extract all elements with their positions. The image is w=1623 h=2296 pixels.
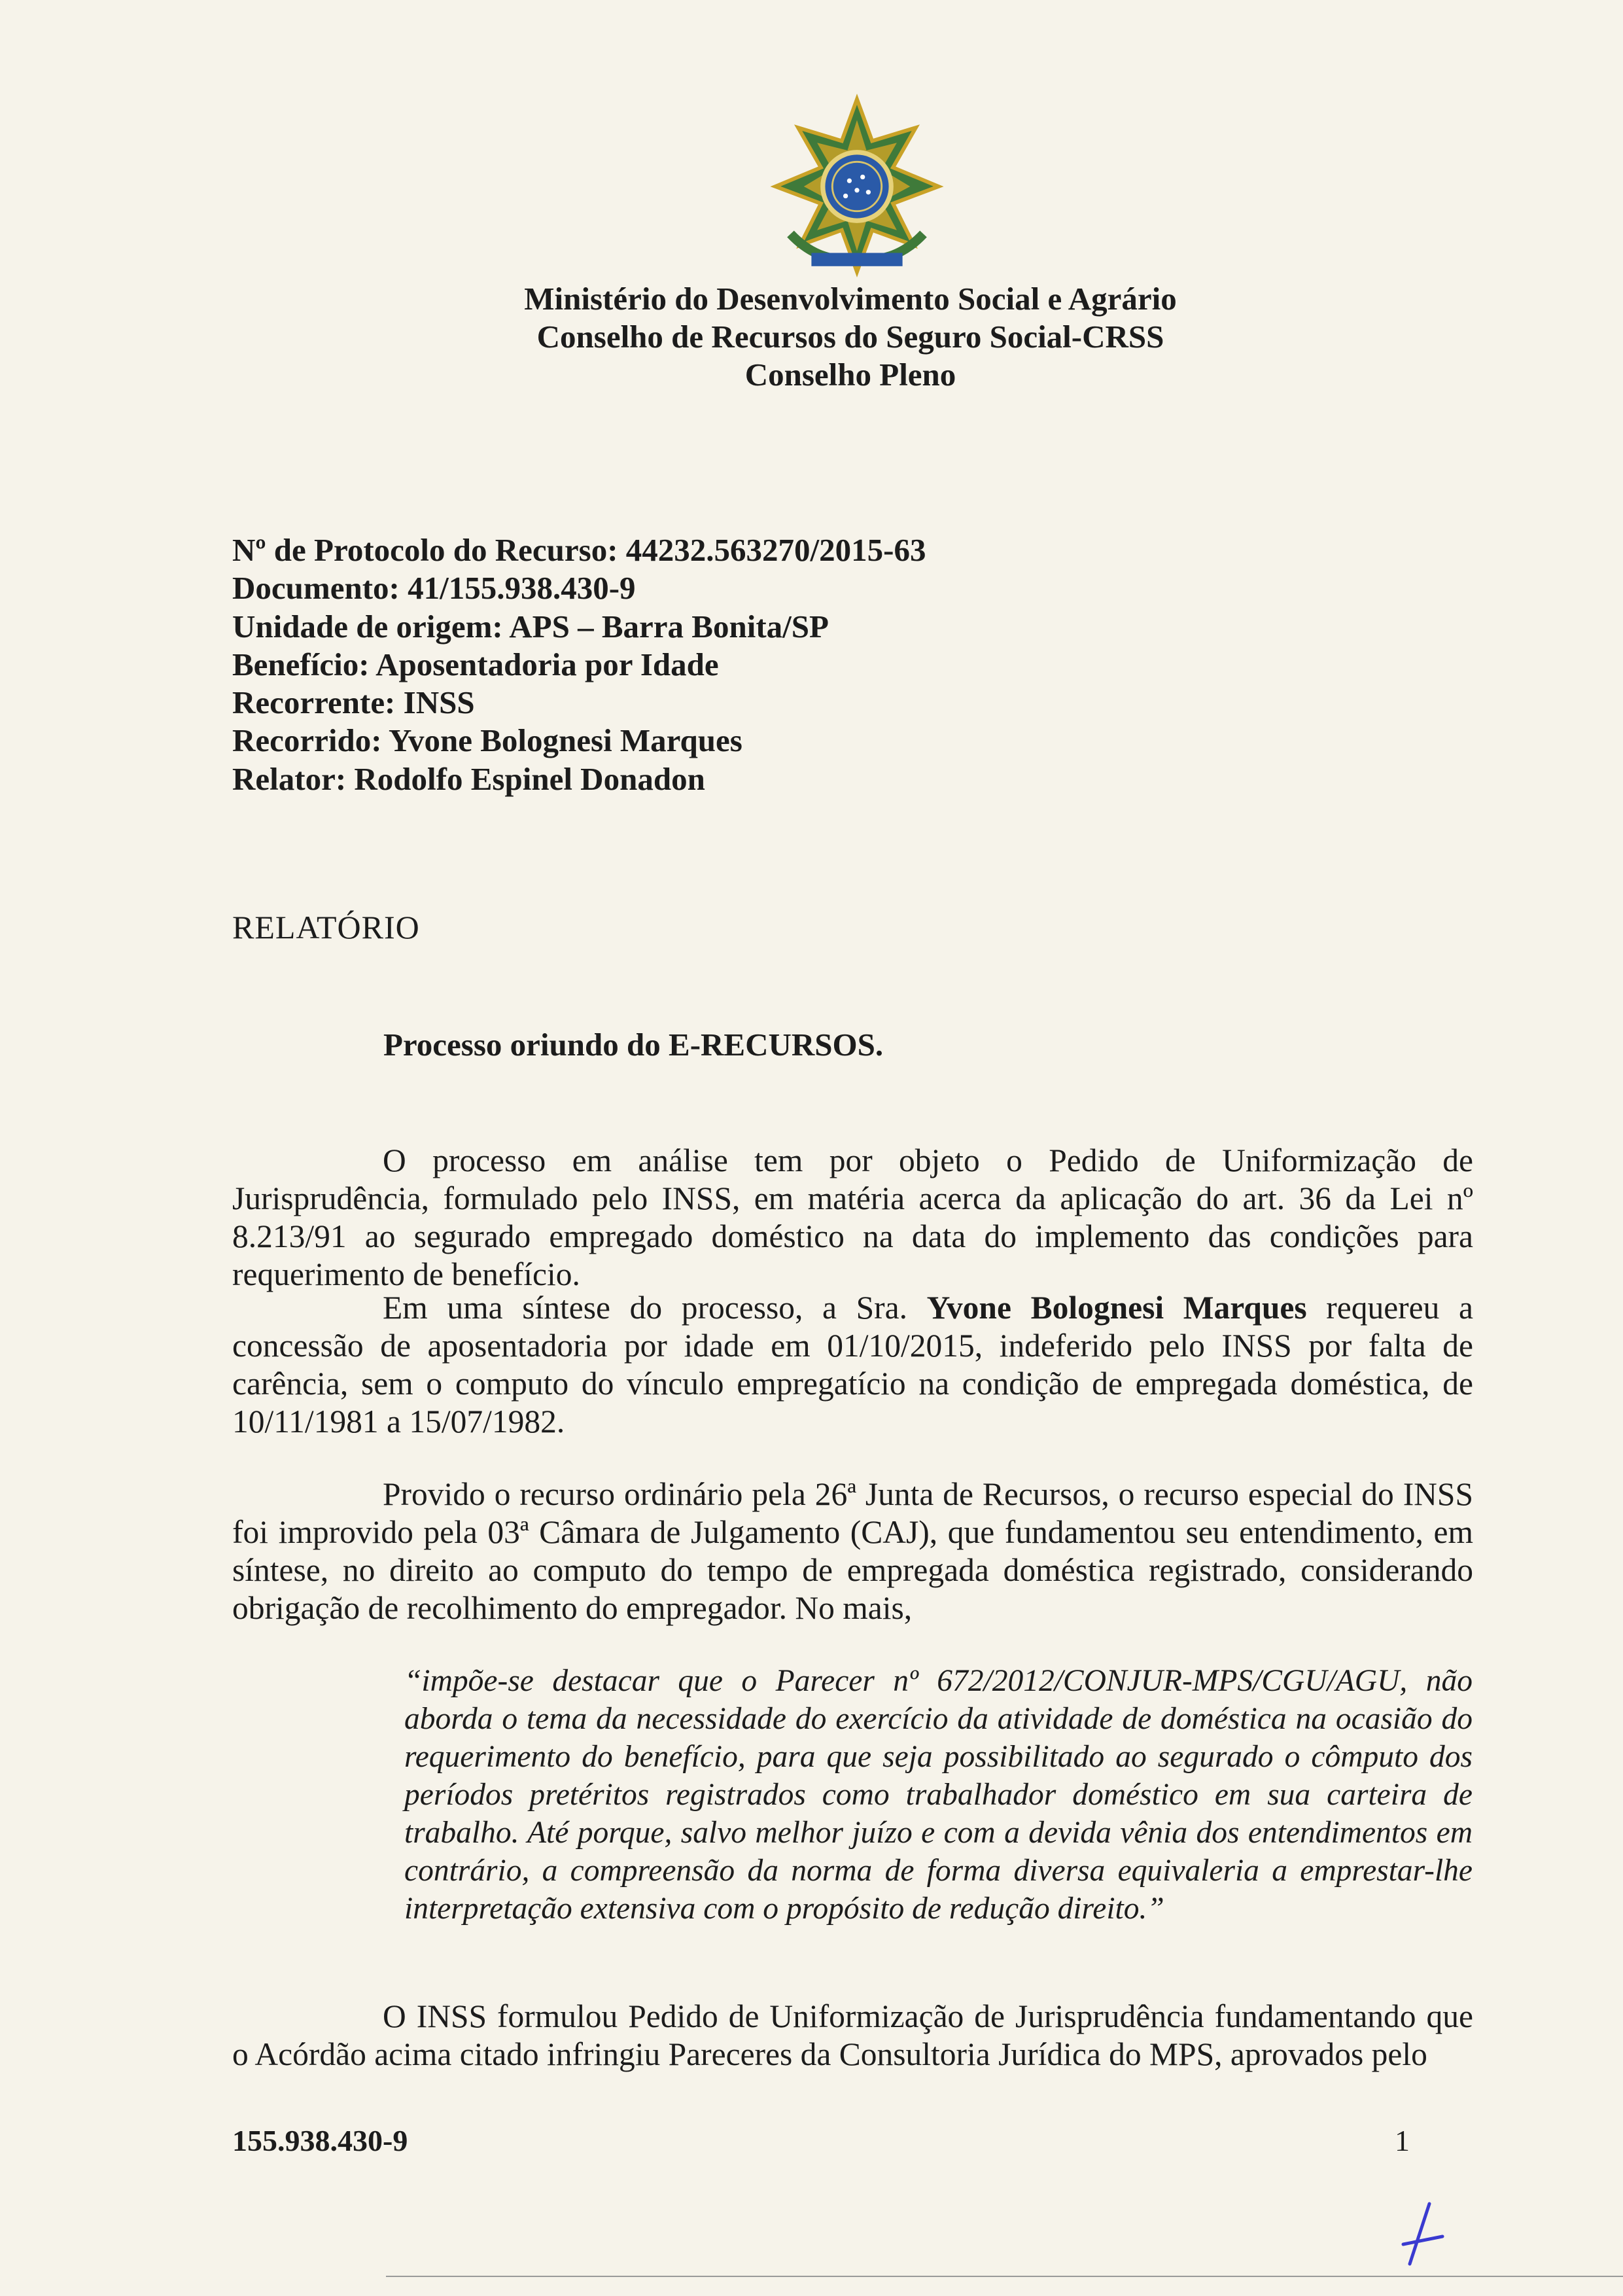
ministry-name: Ministério do Desenvolvimento Social e Agrário	[524, 281, 1177, 317]
appellant: Recorrente: INSS	[232, 684, 475, 721]
council-name: Conselho de Recursos do Seguro Social-CRSS	[536, 319, 1164, 355]
origin-note: Processo oriundo do E-RECURSOS.	[383, 1027, 884, 1063]
benefit-type: Benefício: Aposentadoria por Idade	[232, 646, 719, 682]
footer-rule	[386, 2276, 1623, 2277]
case-metadata	[232, 531, 926, 798]
protocol-number: Nº de Protocolo do Recurso: 44232.563270/2015-63	[232, 532, 926, 568]
handwritten-rubric	[1390, 2199, 1456, 2270]
footer-document-number: 155.938.430-9	[232, 2124, 408, 2157]
paragraph-synthesis	[232, 1289, 1473, 1441]
letterhead	[393, 280, 1308, 394]
origin-unit: Unidade de origem: APS – Barra Bonita/SP	[232, 608, 829, 645]
paragraph-appeal: Provido o recurso ordinário pela 26ª Junta de Recursos, o recurso especial do INSS foi improvido pela 03ª Câmara de Julgamento (CAJ), que fundamentou seu entendimento, em síntese, no direito ao computo do tempo de empregada doméstica registrado, considerando obrigação de recolhimento do empregador. No mais,	[232, 1476, 1473, 1626]
page-number: 1	[1395, 2124, 1410, 2157]
appellee: Recorrido: Yvone Bolognesi Marques	[232, 722, 742, 759]
section-title: RELATÓRIO	[232, 909, 420, 945]
claimant-name: Yvone Bolognesi Marques	[926, 1290, 1307, 1326]
quoted-passage: “impõe-se destacar que o Parecer nº 672/2012/CONJUR-MPS/CGU/AGU, não aborda o tema da necessidade do exercício da atividade de doméstica na ocasião do requerimento do benefício, para que seja possibilitado ao segurado o cômputo dos períodos pretéritos registrados como trabalhador doméstico em sua carteira de trabalho. Até porque, salvo melhor juízo e com a devida vênia dos entendimentos em contrário, a compreensão da norma de forma diversa equivaleria a emprestar-lhe interpretação extensiva com o propósito de redução direito.”	[404, 1664, 1473, 1926]
synthesis-text-start: Em uma síntese do processo, a Sra.	[383, 1290, 927, 1326]
coat-of-arms-emblem	[762, 92, 952, 281]
paragraph-uniformization: O INSS formulou Pedido de Uniformização de Jurisprudência fundamentando que o Acórdão acima citado infringiu Pareceres da Consultoria Jurídica do MPS, aprovados pelo	[232, 1998, 1473, 2072]
synthesis-text-end: requereu a concessão de aposentadoria por idade em 01/10/2015, indeferido pelo INSS por falta de carência, sem o computo do vínculo empregatício na condição de empregada doméstica, de 10/11/1981 a 15/07/1982.	[232, 1290, 1473, 1439]
rapporteur: Relator: Rodolfo Espinel Donadon	[232, 760, 705, 797]
document-number: Documento: 41/155.938.430-9	[232, 570, 636, 607]
plenary-name: Conselho Pleno	[744, 357, 956, 393]
paragraph-object: O processo em análise tem por objeto o Pedido de Uniformização de Jurisprudência, formulado pelo INSS, em matéria acerca da aplicação do art. 36 da Lei nº 8.213/91 ao segurado empregado doméstico na data do implemento das condições para requerimento de benefício.	[232, 1142, 1473, 1292]
